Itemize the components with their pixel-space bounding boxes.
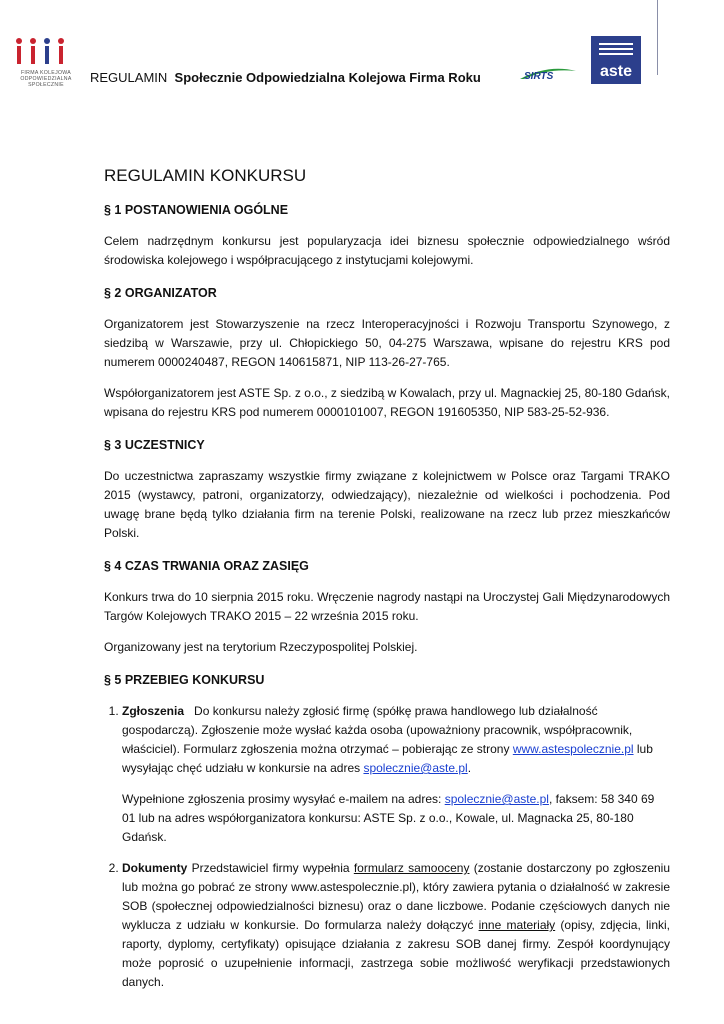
page-header-title — [90, 70, 481, 85]
website-link[interactable]: www.astespolecznie.pl — [512, 742, 634, 756]
section-3-text: Do uczestnictwa zapraszamy wszystkie firmy związane z kolejnictwem w Polsce oraz Targami TRAKO 2015 (wystawcy, patroni, organizatorzy, odwiedzający), niezależnie od wielkości i pochodzenia. Pod uwagę brane będą tylko działania firm na terenie Polski, realizowane na rzecz lub przez mieszkańców Polski. — [104, 469, 670, 540]
aste-logo — [591, 36, 641, 84]
section-3-heading: § 3 UCZESTNICY — [104, 438, 205, 452]
logo-caption: FIRMA KOLEJOWA ODPOWIEDZIALNA SPOŁECZNIE — [20, 70, 72, 88]
submissions-label: Zgłoszenia — [122, 704, 185, 718]
header-prefix: REGULAMIN — [90, 70, 168, 85]
section-5-heading: § 5 PRZEBIEG KONKURSU — [104, 673, 265, 687]
firma-kolejowa-logo — [14, 36, 78, 88]
aste-logo-text: aste — [599, 63, 633, 80]
section-2-organizer: Organizatorem jest Stowarzyszenie na rzecz Interoperacyjności i Rozwoju Transportu Szynowego, z siedzibą w Warszawie, przy ul. Chłopickiego 50, 04-275 Warszawa, wpisane do rejestru KRS pod numerem 0000240487, REGON 140615871, NIP 113-26-27-765. — [104, 317, 670, 369]
email-link[interactable]: spolecznie@aste.pl — [363, 761, 468, 775]
people-figures-icon — [14, 36, 78, 64]
list-item-documents: 2. Dokumenty Przedstawiciel firmy wypełnia formularz samooceny (zostanie dostarczony po zgłoszeniu lub można go pobrać ze strony www.astespolecznie.pl), który zawiera pytania o działalność w zakresie SOB (społecznej odpowiedzialności biznesu) oraz o dane liczbowe. Podanie częściowych danych nie wyklucza z udziału w konkursie. Do formularza należy dołączyć inne materiały (opisy, zdjęcia, linki, raporty, dyplomy, certyfikaty) opisujące działania z zakresu SOB danej firmy. Zespół koordynujący może poprosić o uzupełnienie informacji, zastrzega sobie możliwość weryfikacji przedstawionych danych. — [122, 859, 670, 992]
email-link-2[interactable]: spolecznie@aste.pl — [444, 792, 549, 806]
section-4-heading: § 4 CZAS TRWANIA ORAZ ZASIĘG — [104, 559, 309, 573]
sirts-logo-text: SIRTS — [524, 71, 554, 82]
document-body — [104, 166, 670, 1004]
header-divider-line — [657, 0, 658, 75]
list-item-submissions: 1. Zgłoszenia Do konkursu należy zgłosić firmę (spółkę prawa handlowego lub działalność gospodarczą). Zgłoszenie może wysłać każda osoba (upoważniony pracownik, współpracownik, właściciel). Formularz zgłoszenia można otrzymać – pobierając ze strony www.astespolecznie.pl lub wysyłając chęć udziału w konkursie na adres spolecznie@aste.pl. Wypełnione zgłoszenia prosimy wysyłać e-mailem na adres: spolecznie@aste.pl, faksem: 58 340 69 01 lub na adres współorganizatora konkursu: ASTE Sp. z o.o., Kowale, ul. Magnacka 25, 80-180 Gdańsk. — [122, 702, 670, 847]
section-4-duration: Konkurs trwa do 10 sierpnia 2015 roku. Wręczenie nagrody nastąpi na Uroczystej Gali Międzynarodowych Targów Kolejowych TRAKO 2015 – 22 września 2015 roku. — [104, 590, 670, 623]
other-materials: inne materiały — [478, 918, 556, 932]
section-5-list — [104, 702, 670, 992]
document-title: REGULAMIN KONKURSU — [104, 166, 307, 185]
section-4-territory: Organizowany jest na terytorium Rzeczypospolitej Polskiej. — [104, 640, 418, 654]
section-2-coorganizer: Współorganizatorem jest ASTE Sp. z o.o., z siedzibą w Kowalach, przy ul. Magnackiej 25, 80-180 Gdańsk, wpisana do rejestru KRS pod numerem 0000101007, REGON 191605350, NIP 583-25-52-936. — [104, 386, 670, 419]
documents-label: Dokumenty — [122, 861, 188, 875]
header-title: Społecznie Odpowiedzialna Kolejowa Firma Roku — [174, 70, 481, 85]
section-1-text: Celem nadrzędnym konkursu jest popularyzacja idei biznesu społecznie odpowiedzialnego wśród środowiska kolejowego i współpracującego z instytucjami kolejowymi. — [104, 234, 670, 267]
section-2-heading: § 2 ORGANIZATOR — [104, 286, 217, 300]
self-assessment-form: formularz samooceny — [353, 861, 470, 875]
sirts-logo — [518, 66, 578, 82]
section-1-heading: § 1 POSTANOWIENIA OGÓLNE — [104, 203, 289, 217]
